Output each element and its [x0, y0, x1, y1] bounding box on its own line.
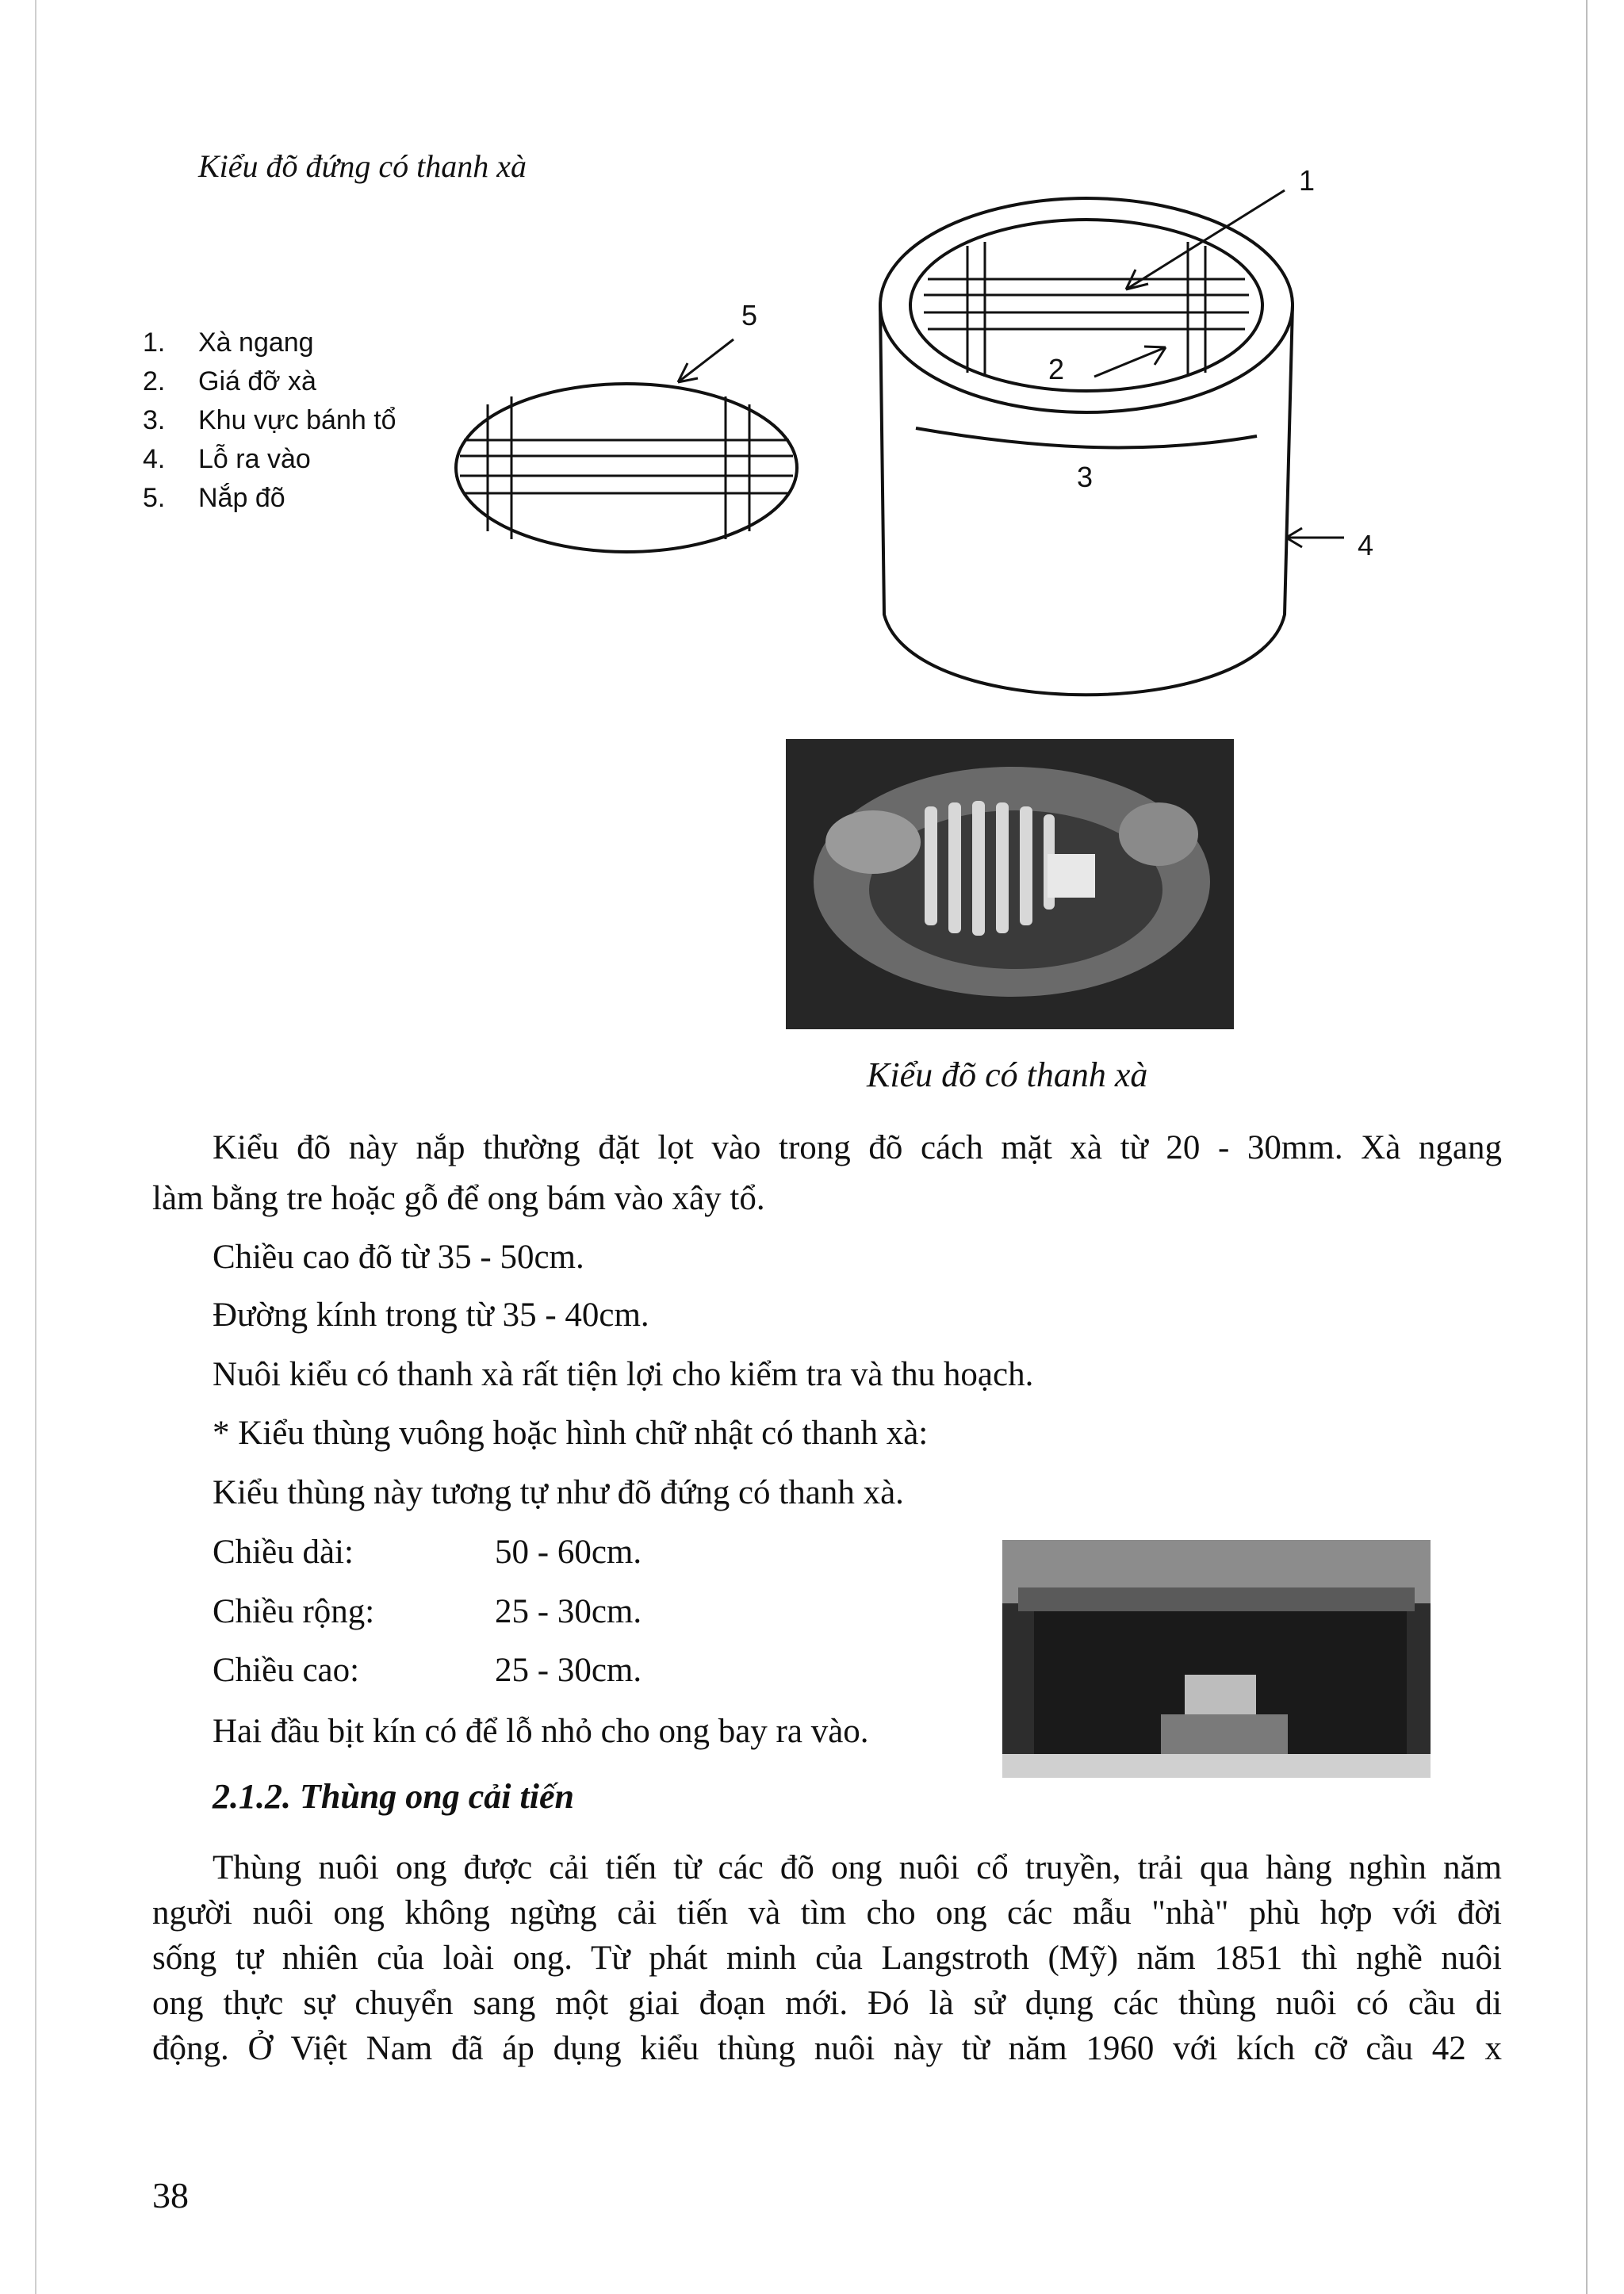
callout-2: 2 — [1048, 353, 1065, 385]
dimension-label: Chiều rộng: — [213, 1593, 375, 1630]
legend-label: Nắp đõ — [198, 483, 285, 513]
dimension-label: Chiều cao: — [213, 1652, 360, 1689]
convenience-line: Nuôi kiểu có thanh xà rất tiện lợi cho kiểm tra và thu hoạch. — [213, 1356, 1034, 1393]
dimension-value: 25 - 30cm. — [495, 1652, 642, 1689]
hive-top-inner — [910, 220, 1262, 391]
dimension-row — [213, 1582, 642, 1641]
legend-label: Xà ngang — [198, 327, 314, 358]
paragraph-line: làm bằng tre hoặc gỗ để ong bám vào xây tổ. — [152, 1180, 765, 1217]
dimension-row — [213, 1641, 642, 1700]
paragraph-line: động. Ở Việt Nam đã áp dụng kiểu thùng nuôi này từ năm 1960 với kích cỡ cầu 42 x — [152, 2030, 1502, 2067]
legend-number: 1. — [143, 327, 166, 358]
dimension-label: Chiều dài: — [213, 1534, 354, 1571]
ends-sealed-line: Hai đầu bịt kín có để lỗ nhỏ cho ong bay ra vào. — [213, 1713, 869, 1750]
legend-number: 2. — [143, 366, 166, 396]
paragraph-line: Kiểu đõ này nắp thường đặt lọt vào trong đõ cách mặt xà từ 20 - 30mm. Xà ngang — [213, 1129, 1502, 1166]
square-hive-similar: Kiểu thùng này tương tự như đõ đứng có thanh xà. — [213, 1474, 904, 1511]
paragraph-line: sống tự nhiên của loài ong. Từ phát minh của Langstroth (Mỹ) năm 1851 thì nghề nuôi — [152, 1940, 1502, 1977]
square-hive-heading: * Kiểu thùng vuông hoặc hình chữ nhật có thanh xà: — [213, 1415, 929, 1452]
page-number: 38 — [152, 2175, 189, 2215]
dimension-value: 25 - 30cm. — [495, 1593, 642, 1630]
legend-number: 5. — [143, 483, 166, 513]
callout-4: 4 — [1358, 529, 1374, 561]
hive-bars — [924, 242, 1249, 377]
paragraph-line: Thùng nuôi ong được cải tiến từ các đõ ong nuôi cổ truyền, trải qua hàng nghìn năm — [213, 1849, 1502, 1886]
callout-1: 1 — [1299, 164, 1316, 197]
section-heading: 2.1.2. Thùng ong cải tiến — [213, 1777, 574, 1816]
diameter-line: Đường kính trong từ 35 - 40cm. — [213, 1296, 649, 1334]
legend-number: 3. — [143, 405, 166, 435]
lid-bars — [460, 396, 793, 539]
hive-top-outer — [880, 198, 1293, 412]
callout-5: 5 — [741, 299, 758, 331]
dimension-row — [213, 1522, 642, 1582]
comb-zone-line — [916, 428, 1257, 447]
hive-body — [880, 305, 1293, 695]
photo-caption: Kiểu đõ có thanh xà — [867, 1055, 1148, 1094]
hive-photo-image — [786, 739, 1234, 1029]
box-hive-photo-image — [1002, 1540, 1431, 1778]
hive-photo — [786, 739, 1234, 1029]
height-line: Chiều cao đõ từ 35 - 50cm. — [213, 1239, 584, 1276]
legend-number: 4. — [143, 444, 166, 474]
paragraph-line: người nuôi ong không ngừng cải tiến và tìm cho ong các mẫu "nhà" phù hợp với đời — [152, 1894, 1502, 1932]
lid-ellipse — [456, 384, 797, 552]
callout-3: 3 — [1077, 461, 1094, 493]
legend-label: Khu vực bánh tổ — [198, 405, 396, 435]
legend-label: Lỗ ra vào — [198, 444, 311, 474]
paragraph-line: ong thực sự chuyển sang một giai đoạn mới. Đó là sử dụng các thùng nuôi có cầu di — [152, 1985, 1502, 2022]
box-hive-photo — [1002, 1540, 1431, 1778]
hive-diagram — [0, 0, 1624, 730]
dimension-value: 50 - 60cm. — [495, 1534, 642, 1571]
figure-title: Kiểu đõ đứng có thanh xà — [198, 148, 527, 184]
legend-label: Giá đỡ xà — [198, 366, 316, 396]
